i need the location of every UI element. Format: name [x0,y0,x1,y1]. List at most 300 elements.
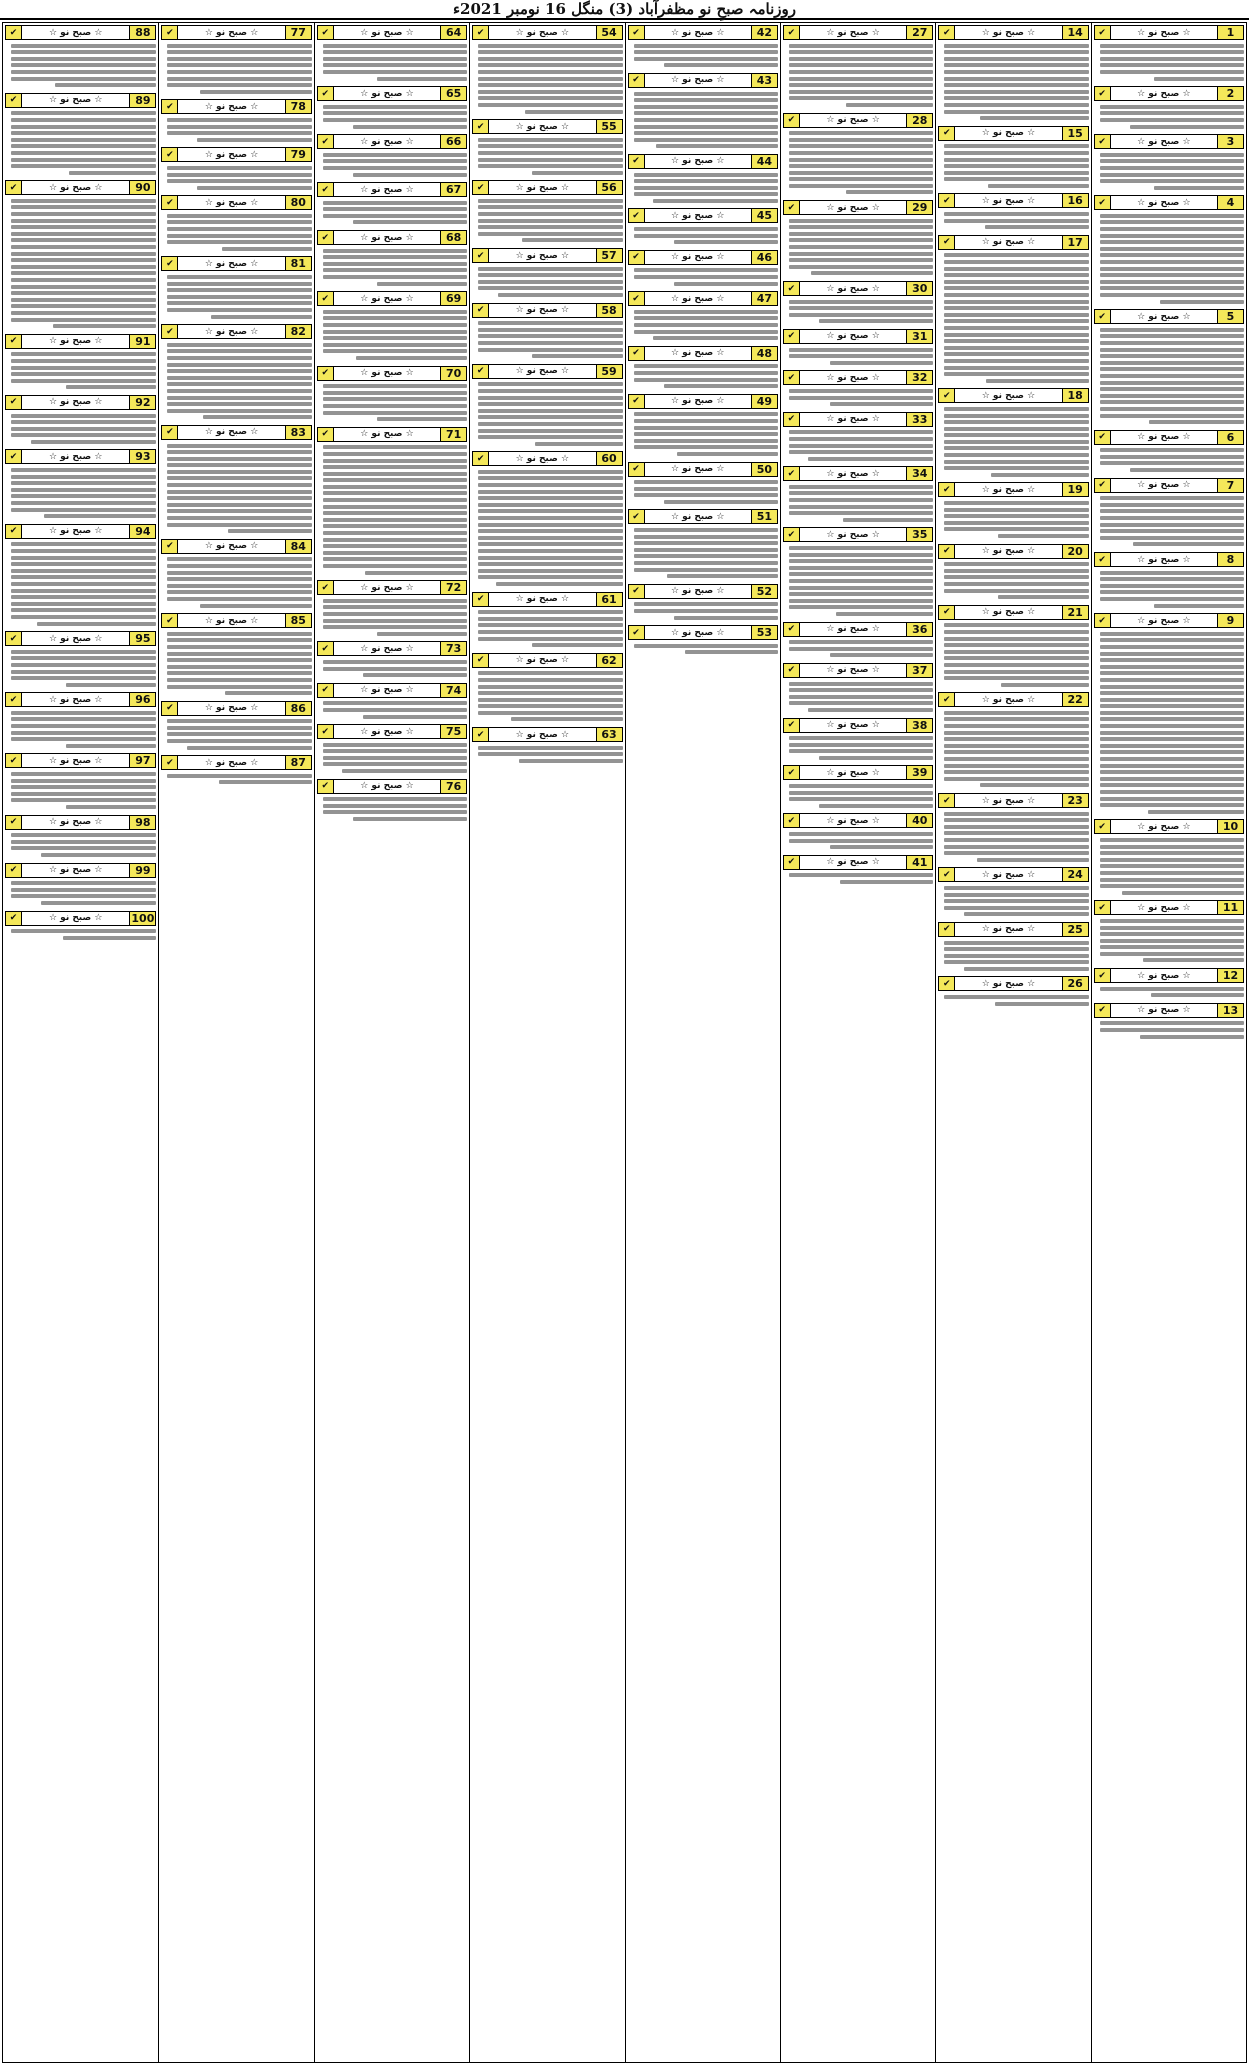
text-line [1100,945,1244,949]
ad-body-text [161,115,311,144]
text-line [323,262,467,266]
text-line [846,103,933,107]
ad-number: 82 [285,325,311,338]
text-line [789,63,933,67]
classified-ad [938,387,1088,479]
text-line [789,839,933,843]
text-line [944,941,1088,945]
ad-brand-label: ☆ صبح نو ☆ [981,869,1036,880]
classified-ad [783,662,933,715]
logo-icon: ✔ [318,725,334,738]
text-line [789,258,933,262]
text-line [789,171,933,175]
text-line [167,343,311,347]
text-line [478,630,622,634]
text-line [11,414,156,418]
ad-number: 78 [285,100,311,113]
text-line [944,83,1088,87]
ad-header [1094,309,1244,324]
logo-icon: ✔ [318,428,334,441]
text-line [11,676,156,680]
text-line [944,433,1088,437]
classified-ad [1094,308,1244,427]
ad-body-text [1094,494,1244,549]
logo-icon: ✔ [318,87,334,100]
ad-header [1094,430,1244,445]
ad-body-text [938,708,1088,790]
text-line [323,551,467,555]
ad-header [628,346,778,361]
ad-column [780,23,935,2062]
ad-brand-label: ☆ صبح نو ☆ [515,121,570,132]
logo-icon: ✔ [629,347,645,360]
ad-brand-label: ☆ صبح نو ☆ [826,115,880,126]
text-line [478,382,622,386]
ad-brand-label: ☆ صبح نو ☆ [826,27,880,38]
ad-header [161,539,311,554]
text-line [323,749,467,753]
text-line [634,186,778,190]
text-line [167,597,311,601]
logo-icon: ✔ [1095,87,1111,100]
text-line [478,396,622,400]
classified-ad [628,207,778,246]
text-line [323,538,467,542]
logo-icon: ✔ [473,365,489,378]
classified-ad [161,98,311,144]
classified-ad [472,450,622,588]
text-line [63,936,157,940]
text-line [11,663,156,667]
text-line [944,260,1088,264]
ad-brand-label: ☆ صبح نو ☆ [826,857,880,868]
ad-body-text [783,829,933,851]
text-line [11,225,156,229]
ad-number: 84 [285,540,311,553]
text-line [944,575,1088,579]
text-line [1154,604,1244,608]
text-line [323,465,467,469]
text-line [634,275,778,279]
text-line [323,612,467,616]
text-line [356,356,467,360]
logo-icon: ✔ [784,201,800,214]
text-line [11,433,156,437]
ad-header [161,195,311,210]
classified-ad [161,538,311,610]
text-line [323,452,467,456]
text-line [167,308,311,312]
classified-ad [1094,899,1244,965]
text-line [1100,783,1244,787]
text-line [478,617,622,621]
text-line [1100,851,1244,855]
text-line [11,711,156,715]
classified-ad [5,691,156,750]
ad-number: 38 [906,719,932,732]
text-line [789,546,933,550]
text-line [944,521,1088,525]
text-line [944,219,1088,223]
ad-body-text [5,109,156,178]
text-line [11,77,156,81]
text-line [167,389,311,393]
ad-body-text [472,743,622,765]
ad-brand-label: ☆ صبح نو ☆ [670,348,725,359]
text-line [11,494,156,498]
ad-header [628,462,778,477]
text-line [789,238,933,242]
text-line [789,749,933,753]
text-line [167,214,311,218]
text-line [634,330,778,334]
ad-header [628,25,778,40]
ad-number: 80 [285,196,311,209]
ad-brand-label: ☆ صبح نو ☆ [981,924,1036,935]
ad-number: 69 [440,292,466,305]
ad-header [161,99,311,114]
ad-number: 90 [129,181,155,194]
ad-header [1094,552,1244,567]
ad-body-text [628,89,778,151]
text-line [944,103,1088,107]
text-line [789,566,933,570]
classified-ad [5,752,156,811]
ad-number: 25 [1062,923,1088,936]
text-line [377,632,467,636]
logo-icon: ✔ [1095,969,1111,982]
ad-body-text [783,41,933,110]
ad-brand-label: ☆ صبح نو ☆ [826,815,880,826]
ad-number: 21 [1062,606,1088,619]
ad-body-text [783,543,933,618]
text-line [944,812,1088,816]
text-line [811,271,933,275]
ad-header [5,334,156,349]
ad-brand-label: ☆ صبح نو ☆ [48,755,103,766]
ad-header [783,718,933,733]
ad-header [783,25,933,40]
text-line [789,300,933,304]
ad-number: 12 [1217,969,1243,982]
text-line [944,96,1088,100]
ad-number: 3 [1217,135,1243,148]
text-line [1100,704,1244,708]
text-line [167,234,311,238]
ad-header [1094,478,1244,493]
ad-header [5,631,156,646]
ad-number: 26 [1062,977,1088,990]
classified-ad [472,247,622,300]
text-line [944,731,1088,735]
ad-number: 47 [751,292,777,305]
ad-brand-label: ☆ صبح نو ☆ [360,293,414,304]
ad-body-text [1094,984,1244,1000]
text-line [789,688,933,692]
text-line [634,50,778,54]
classified-ad [1094,429,1244,475]
text-line [1100,577,1244,581]
ad-body-text [161,272,311,321]
text-line [323,411,467,415]
text-line [11,656,156,660]
ad-header [5,815,156,830]
text-line [323,166,467,170]
ad-number: 59 [596,365,622,378]
text-line [634,125,778,129]
classified-ad [1094,477,1244,549]
ad-header [938,793,1088,808]
text-line [478,556,622,560]
text-line [323,57,467,61]
text-line [1100,632,1244,636]
ad-number: 99 [129,864,155,877]
ad-number: 15 [1062,127,1088,140]
text-line [634,105,778,109]
text-line [478,523,622,527]
ad-number: 53 [751,626,777,639]
text-line [11,118,156,122]
classified-ad [5,910,156,943]
ad-header [938,544,1088,559]
text-line [478,348,622,352]
ad-body-text [5,411,156,447]
text-line [1100,220,1244,224]
classified-ad [1094,967,1244,1000]
logo-icon: ✔ [784,413,800,426]
text-line [634,378,778,382]
text-line [167,363,311,367]
text-line [944,777,1088,781]
ad-brand-label: ☆ صبح نو ☆ [981,484,1036,495]
classified-ad [317,181,467,227]
classified-ad [783,112,933,198]
logo-icon: ✔ [6,26,22,39]
ad-brand-label: ☆ صبح نو ☆ [515,250,570,261]
text-line [323,762,467,766]
ad-body-text [628,41,778,70]
text-line [789,348,933,352]
ad-body-text [938,621,1088,690]
ad-brand-label: ☆ صبح نو ☆ [981,546,1036,557]
text-line [1100,348,1244,352]
text-line [789,572,933,576]
text-line [1133,542,1244,546]
ad-brand-label: ☆ صبح نو ☆ [204,757,259,768]
ad-number: 67 [440,183,466,196]
text-line [11,785,156,789]
ad-number: 29 [906,201,932,214]
text-line [1100,234,1244,238]
text-line [789,265,933,269]
ad-number: 95 [129,632,155,645]
text-line [944,637,1088,641]
text-line [1100,57,1244,61]
text-line [1100,536,1244,540]
ad-header [783,663,933,678]
text-line [323,810,467,814]
text-line [944,333,1088,337]
text-line [167,632,311,636]
ad-body-text [317,443,467,577]
text-line [11,542,156,546]
logo-icon: ✔ [6,632,22,645]
ad-header [1094,1003,1244,1018]
classified-ad [628,624,778,657]
text-line [1100,678,1244,682]
text-line [789,505,933,509]
text-line [478,711,622,715]
text-line [167,77,311,81]
text-line [1100,638,1244,642]
text-line [167,125,311,129]
text-line [789,50,933,54]
ad-body-text [1094,568,1244,610]
ad-brand-label: ☆ صبح نو ☆ [1137,88,1191,99]
text-line [167,396,311,400]
text-line [1100,44,1244,48]
text-line [634,371,778,375]
text-line [11,285,156,289]
text-line [1100,105,1244,109]
text-line [478,752,622,756]
classified-ad [317,426,467,577]
text-line [323,478,467,482]
ad-body-text [628,478,778,507]
text-line [478,103,622,107]
ad-body-text [317,150,467,179]
logo-icon: ✔ [162,100,178,113]
text-line [1100,400,1244,404]
text-line [789,77,933,81]
text-line [167,83,311,87]
text-line [11,798,156,802]
text-line [677,452,778,456]
ad-number: 92 [129,396,155,409]
ad-header [938,388,1088,403]
logo-icon: ✔ [629,395,645,408]
text-line [944,50,1088,54]
ad-number: 58 [596,304,622,317]
text-line [1100,590,1244,594]
text-line [167,658,311,662]
text-line [789,396,933,400]
ad-body-text [938,938,1088,974]
text-line [789,797,933,801]
text-line [1149,420,1244,424]
text-line [323,153,467,157]
text-line [634,554,778,558]
text-line [478,685,622,689]
text-line [789,354,933,358]
ad-header [317,86,467,101]
logo-icon: ✔ [784,467,800,480]
text-line [634,439,778,443]
logo-icon: ✔ [318,367,334,380]
text-line [789,450,933,454]
ad-number: 65 [440,87,466,100]
ad-brand-label: ☆ صبح نو ☆ [48,817,103,828]
ad-brand-label: ☆ صبح نو ☆ [826,283,880,294]
text-line [478,549,622,553]
ad-number: 37 [906,664,932,677]
text-line [977,858,1088,862]
text-line [1100,293,1244,297]
ad-number: 86 [285,702,311,715]
ad-number: 44 [751,155,777,168]
text-line [11,352,156,356]
classified-ad [938,234,1088,385]
ad-body-text [5,465,156,520]
ad-number: 7 [1217,479,1243,492]
classified-ad [938,604,1088,690]
ad-column [935,23,1090,2062]
ad-header [783,281,933,296]
ad-body-text [783,781,933,810]
text-line [478,542,622,546]
text-line [478,286,622,290]
ad-body-text [783,428,933,464]
text-line [819,756,933,760]
text-line [167,349,311,353]
logo-icon: ✔ [473,593,489,606]
ad-number: 43 [751,74,777,87]
ad-brand-label: ☆ صبح نو ☆ [670,396,725,407]
ad-body-text [161,717,311,753]
text-line [478,138,622,142]
text-line [11,427,156,431]
ad-header [783,412,933,427]
text-line [11,650,156,654]
text-line [944,212,1088,216]
text-line [167,590,311,594]
text-line [1100,50,1244,54]
text-line [498,293,623,297]
text-line [964,912,1089,916]
classified-ad [783,280,933,326]
ad-body-text [628,266,778,288]
ad-header [161,147,311,162]
ad-header [5,753,156,768]
text-line [225,691,312,695]
ad-brand-label: ☆ صبح نو ☆ [515,182,570,193]
text-line [1100,691,1244,695]
text-line [11,57,156,61]
ad-number: 28 [906,114,932,127]
text-line [11,792,156,796]
text-line [11,366,156,370]
ad-body-text [628,641,778,657]
text-line [167,571,311,575]
text-line [634,445,778,449]
text-line [944,453,1088,457]
logo-icon: ✔ [318,231,334,244]
text-line [789,511,933,515]
logo-icon: ✔ [6,335,22,348]
ad-brand-label: ☆ صبح نو ☆ [515,655,570,666]
classified-ad [938,192,1088,231]
ad-header [1094,86,1244,101]
text-line [944,630,1088,634]
ad-number: 97 [129,754,155,767]
text-line [789,736,933,740]
text-line [944,420,1088,424]
text-line [634,548,778,552]
ad-brand-label: ☆ صبح نو ☆ [670,511,725,522]
text-line [944,656,1088,660]
text-line [944,177,1088,181]
ad-body-text [628,600,778,622]
